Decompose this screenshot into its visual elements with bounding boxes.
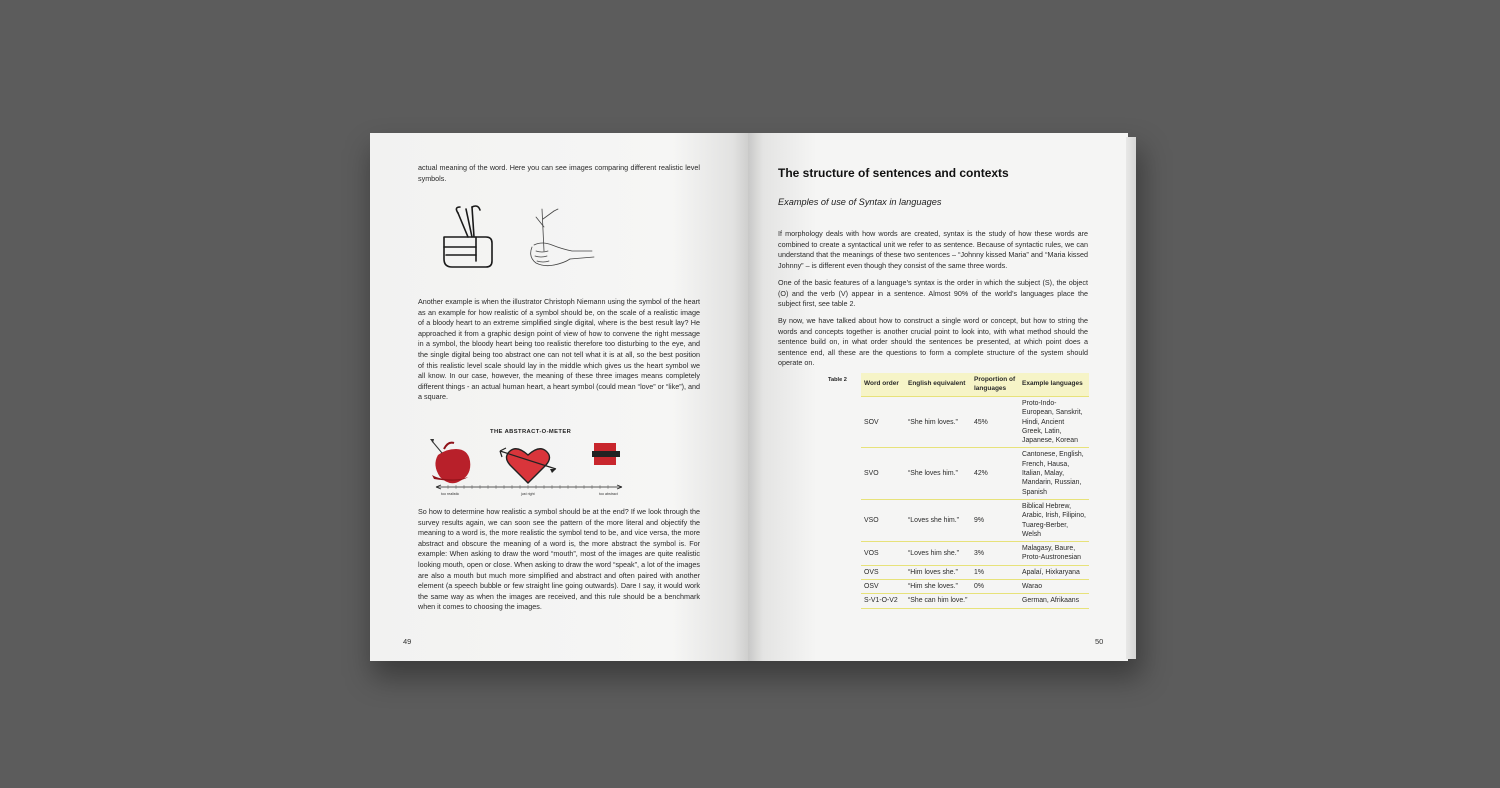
cell-examples: Apalaí, Hixkaryana bbox=[1019, 565, 1089, 579]
col-header: English equivalent bbox=[905, 373, 971, 397]
cell-examples: German, Afrikaans bbox=[1019, 594, 1089, 608]
cell-examples: Biblical Hebrew, Arabic, Irish, Filipino, Tuareg-Berber, Welsh bbox=[1019, 499, 1089, 541]
cell-proportion bbox=[971, 594, 1019, 608]
page-title: The structure of sentences and contexts bbox=[778, 166, 1009, 180]
meter-label-abstract: too abstract bbox=[599, 492, 618, 496]
table-header-row bbox=[861, 373, 1089, 397]
table-row bbox=[861, 448, 1089, 499]
table-row bbox=[861, 594, 1089, 608]
table-row bbox=[861, 565, 1089, 579]
right-paragraph-1: If morphology deals with how words are created, syntax is the study of how these words are combined to create a syntactical unit we refer to as sentence. Because of syntactic rules, we can understand that the meanings of these two sentences – “Johnny kissed Maria” and “Maria kissed Johnny” – is different even though they consist of the same three words. bbox=[778, 229, 1088, 270]
col-header: Word order bbox=[861, 373, 905, 397]
left-page bbox=[370, 133, 748, 661]
cell-word-order: VSO bbox=[861, 499, 905, 541]
page-number-right: 50 bbox=[1095, 637, 1104, 646]
cell-word-order: VOS bbox=[861, 542, 905, 566]
cell-proportion: 1% bbox=[971, 565, 1019, 579]
cell-english: “Loves she him.” bbox=[905, 499, 971, 541]
cell-word-order: OVS bbox=[861, 565, 905, 579]
heart-arrow-icon bbox=[500, 448, 556, 483]
left-paragraph-1: Another example is when the illustrator Christoph Niemann using the symbol of the heart as an example for how realistic of a symbol should be, on the scale of a realistic image of a bloody heart to an extreme simplified single digital, where is the best result lay? He approached it from a graphic design point of view of how to convene the right message in a symbol, the bloody heart being too realistic therefore too disturbing to the eye, and the single digital being too abstract one can not tell what it is at all, so the best position of this realistic level scale should lay in the middle which gives us the heart symbol we all know. In our case, however, the meaning of these three images means completely different things - an actual human heart, a heart symbol (could mean “love” or “like”), and a square. bbox=[418, 297, 700, 402]
cell-word-order: SOV bbox=[861, 397, 905, 448]
page-stack-edge bbox=[1126, 137, 1136, 659]
realistic-heart-icon bbox=[430, 439, 470, 483]
abstract-o-meter-title: THE ABSTRACT-O-METER bbox=[490, 429, 572, 435]
table-row bbox=[861, 542, 1089, 566]
hand-holding-branch-icon bbox=[520, 205, 600, 271]
right-paragraph-2: One of the basic features of a language’s syntax is the order in which the subject (S), the object (O) and the verb (V) appear in a sentence. Almost 90% of the world’s languages place the subject first, see table 2. bbox=[778, 278, 1088, 309]
cell-english: “Loves him she.” bbox=[905, 542, 971, 566]
cell-proportion: 42% bbox=[971, 448, 1019, 499]
left-intro-text: actual meaning of the word. Here you can see images comparing different realistic level symbols. bbox=[418, 163, 700, 183]
cell-examples: Malagasy, Baure, Proto-Austronesian bbox=[1019, 542, 1089, 566]
cell-examples: Proto-Indo-European, Sanskrit, Hindi, Ancient Greek, Latin, Japanese, Korean bbox=[1019, 397, 1089, 448]
col-header: Proportion of languages bbox=[971, 373, 1019, 397]
page-number-left: 49 bbox=[403, 637, 412, 646]
cell-english: “She him loves.” bbox=[905, 397, 971, 448]
hand-holding-sticks-icon bbox=[436, 203, 508, 273]
meter-label-realistic: too realistic bbox=[441, 492, 460, 496]
table-row bbox=[861, 580, 1089, 594]
cell-examples: Cantonese, English, French, Hausa, Italian, Malay, Mandarin, Russian, Spanish bbox=[1019, 448, 1089, 499]
cell-english: “She loves him.” bbox=[905, 448, 971, 499]
col-header: Example languages bbox=[1019, 373, 1089, 397]
cell-english: “Him loves she.” bbox=[905, 565, 971, 579]
cell-word-order: SVO bbox=[861, 448, 905, 499]
page-subtitle: Examples of use of Syntax in languages bbox=[778, 197, 942, 207]
cell-examples: Warao bbox=[1019, 580, 1089, 594]
meter-label-just-right: just right bbox=[521, 492, 535, 496]
square-icon bbox=[592, 443, 620, 465]
abstract-o-meter-diagram bbox=[428, 435, 628, 493]
right-paragraph-3: By now, we have talked about how to construct a single word or concept, but how to string the words and concepts together is another crucial point to look into, with what method should the sentence build on, in what order should the sentences be presented, at which point does a sentence end, all these are the questions to form a complete structure of the system should operate on. bbox=[778, 316, 1088, 368]
cell-word-order: OSV bbox=[861, 580, 905, 594]
cell-english: “She can him love.” bbox=[905, 594, 971, 608]
syntax-table bbox=[861, 373, 1089, 609]
right-page bbox=[748, 133, 1128, 661]
cell-proportion: 9% bbox=[971, 499, 1019, 541]
cell-english: “Him she loves.” bbox=[905, 580, 971, 594]
cell-proportion: 0% bbox=[971, 580, 1019, 594]
table-label: Table 2 bbox=[828, 377, 847, 383]
left-paragraph-2: So how to determine how realistic a symbol should be at the end? If we look through the survey results again, we can soon see the pattern of the more literal and objectify the meaning to a word is, the more realistic the symbol tend to be, and vice versa, the more abstract and obscure the meaning of a word is, the more abstract the symbol is. For example: When asking to draw the word “mouth”, most of the images are quite realistic looking mouth, open or close. When asking to draw the word “speak”, a lot of the images are also a mouth but much more simplified and abstract and often paired with another element (a speech bubble or few straight line going outwards). Dare I say, it would work the same way as when the images are received, and this rule should be a benchmark when it comes to choosing the images. bbox=[418, 507, 700, 612]
cell-proportion: 3% bbox=[971, 542, 1019, 566]
table-row bbox=[861, 499, 1089, 541]
cell-proportion: 45% bbox=[971, 397, 1019, 448]
cell-word-order: S-V1-O-V2 bbox=[861, 594, 905, 608]
table-row bbox=[861, 397, 1089, 448]
